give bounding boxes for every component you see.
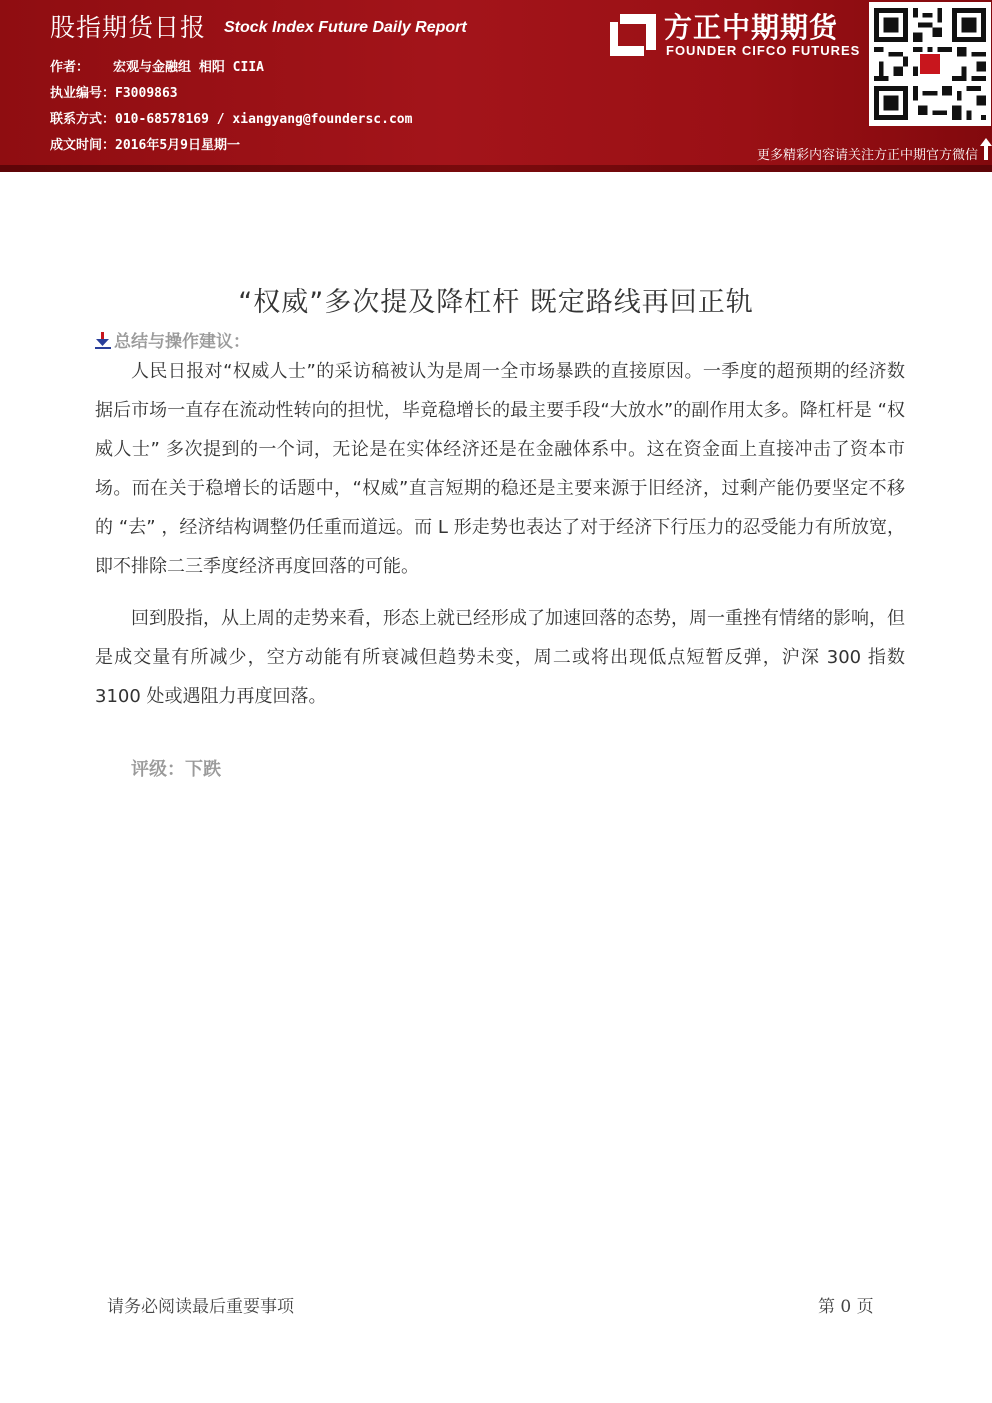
date-line — [50, 134, 240, 153]
paragraph-1: 人民日报对“权威人士”的采访稿被认为是周一全市场暴跌的直接原因。一季度的超预期的经济数据后市场一直存在流动性转向的担忧，毕竟稳增长的最主要手段“大放水”的副作用太多。降杠杆是 “权威人士” 多次提到的一个词，无论是在实体经济还是在金融体系中。这在资金面上直接冲击了资本市场。而在关于稳增长的话题中，“权威”直言短期的稳还是主要来源于旧经济，过剩产能仍要坚定不移的 “去” ，经济结构调整仍任重而道远。而 L 形走势也表达了对于经济下行压力的忍受能力有所放宽，即不排除二三季度经济再度回落的可能。 — [95, 361, 905, 577]
rating: 评级：下跌 — [131, 759, 221, 780]
page-number: 第 0 页 — [818, 1297, 874, 1317]
license-line — [50, 82, 178, 101]
brand-name-en: FOUNDER CIFCO FUTURES — [666, 43, 861, 58]
section-heading-text: 总结与操作建议： — [114, 332, 250, 352]
author-label: 作者： — [50, 60, 90, 75]
qr-code-icon — [869, 2, 991, 126]
contact-label: 联系方式： — [50, 112, 116, 127]
section-heading — [94, 327, 250, 352]
report-header — [0, 0, 992, 172]
author-value: 宏观与金融组 相阳 CIIA — [113, 60, 264, 75]
founder-logo-icon — [608, 10, 658, 58]
bullet-icon — [94, 332, 112, 350]
wechat-note: 更多精彩内容请关注方正中期官方微信 — [756, 148, 978, 163]
paragraph-2: 回到股指，从上周的走势来看，形态上就已经形成了加速回落的态势，周一重挫有情绪的影响，但是成交量有所减少，空方动能有所衰减但趋势未变，周二或将出现低点短暂反弹，沪深 300 指数 3100 处或遇阻力再度回落。 — [95, 608, 905, 707]
date-value: 2016年5月9日星期一 — [115, 138, 240, 153]
arrow-up-icon — [980, 138, 992, 160]
brand-name-cn: 方正中期期货 — [664, 11, 839, 44]
author-line — [50, 56, 264, 75]
report-title-en: Stock Index Future Daily Report — [224, 19, 467, 36]
license-value: F3009863 — [115, 86, 178, 101]
report-title-cn: 股指期货日报 — [50, 13, 207, 42]
date-label: 成文时间： — [50, 138, 116, 153]
contact-line — [50, 108, 412, 127]
article-title: “权威”多次提及降杠杆 既定路线再回正轨 — [238, 287, 754, 318]
contact-value[interactable]: 010-68578169 / xiangyang@foundersc.com — [115, 112, 413, 127]
header-bottom-band — [0, 165, 992, 172]
license-label: 执业编号： — [50, 86, 116, 101]
footer-notice: 请务必阅读最后重要事项 — [107, 1297, 294, 1317]
